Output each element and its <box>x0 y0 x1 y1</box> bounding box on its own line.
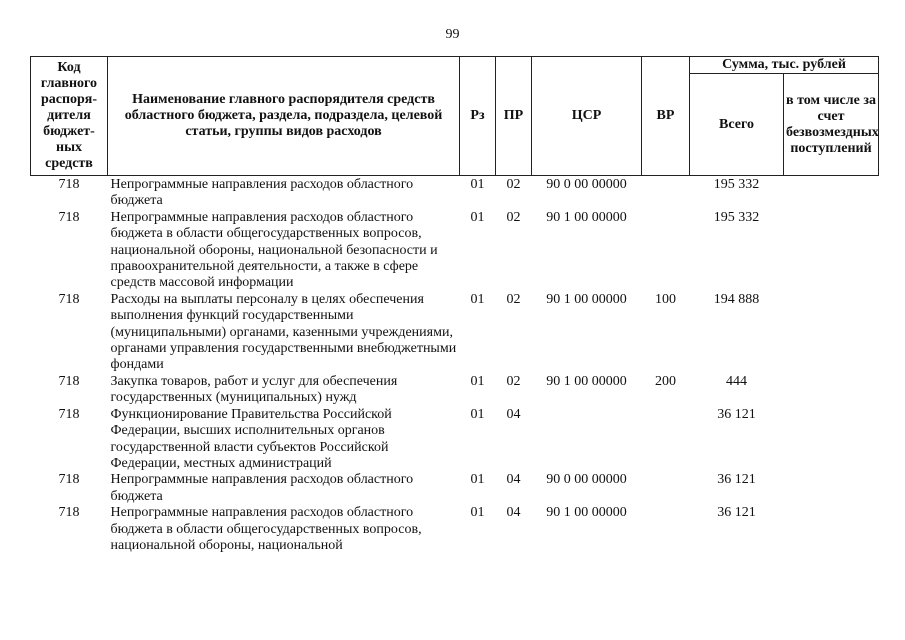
cell-total: 444 <box>726 373 747 389</box>
cell-free <box>784 176 879 210</box>
table-row <box>31 210 879 292</box>
cell-pr: 02 <box>506 177 521 192</box>
cell-csr: 90 1 00 00000 <box>546 505 627 521</box>
cell-rz: 01 <box>470 406 485 422</box>
cell-rz: 01 <box>470 505 485 521</box>
table-row <box>31 292 879 374</box>
cell-csr: 90 1 00 00000 <box>546 291 627 307</box>
cell-name: Непрограммные направления расходов областного бюджета в области общегосударственных вопросов, национальной обороны, национальной <box>110 505 422 553</box>
cell-code: 718 <box>58 291 80 307</box>
cell-rz: 01 <box>470 209 485 225</box>
cell-total: 195 332 <box>713 209 760 225</box>
cell-free <box>784 292 879 374</box>
header-name: Наименование главного распорядителя средств областного бюджета, раздела, подраздела, целевой статьи, группы видов расходов <box>108 57 460 176</box>
cell-free <box>784 505 879 554</box>
cell-code: 718 <box>58 505 80 521</box>
cell-code: 718 <box>58 472 80 488</box>
cell-free <box>784 472 879 505</box>
header-total: Всего <box>690 74 784 176</box>
table-row <box>31 407 879 473</box>
cell-name: Непрограммные направления расходов областного бюджета в области общегосударственных вопросов, национальной обороны, национальной безопасности и правоохранительной деятельности, а также в сфере средств массовой информации <box>110 209 438 291</box>
cell-free <box>784 407 879 473</box>
cell-csr: 90 1 00 00000 <box>546 373 627 389</box>
cell-name: Расходы на выплаты персоналу в целях обеспечения выполнения функций государственными (муниципальными) органами, казенными учреждениями, органами управления государственными внебюджетными фондами <box>110 291 457 373</box>
cell-pr: 04 <box>506 406 521 422</box>
cell-vr <box>642 472 690 505</box>
table-header <box>31 57 879 176</box>
cell-free <box>784 374 879 407</box>
page-number: 99 <box>445 27 460 42</box>
cell-pr: 02 <box>506 291 521 307</box>
table-row <box>31 176 879 210</box>
cell-csr <box>532 407 642 473</box>
cell-csr: 90 0 00 00000 <box>546 177 627 192</box>
header-code: Код главного распоря-дителя бюджет-ных средств <box>31 57 108 176</box>
cell-csr: 90 0 00 00000 <box>546 472 627 488</box>
cell-code: 718 <box>58 406 80 422</box>
header-pr: ПР <box>496 57 532 176</box>
cell-csr: 90 1 00 00000 <box>546 209 627 225</box>
cell-name: Непрограммные направления расходов областного бюджета <box>110 472 414 504</box>
table-row <box>31 505 879 554</box>
cell-name: Непрограммные направления расходов областного бюджета <box>110 177 414 209</box>
header-free: в том числе за счет безвозмездных поступлений <box>784 74 879 176</box>
cell-pr: 04 <box>506 505 521 521</box>
header-sum: Сумма, тыс. рублей <box>690 57 879 74</box>
cell-total: 194 888 <box>713 291 760 307</box>
cell-vr <box>642 505 690 554</box>
cell-vr <box>642 210 690 292</box>
cell-pr: 02 <box>506 209 521 225</box>
cell-vr: 200 <box>655 373 676 389</box>
cell-rz: 01 <box>470 472 485 488</box>
header-csr: ЦСР <box>532 57 642 176</box>
cell-total: 195 332 <box>713 177 760 192</box>
cell-pr: 04 <box>506 472 521 488</box>
cell-free <box>784 210 879 292</box>
cell-code: 718 <box>58 177 80 192</box>
cell-vr <box>642 407 690 473</box>
cell-total: 36 121 <box>717 472 756 488</box>
header-rz: Рз <box>460 57 496 176</box>
cell-rz: 01 <box>470 291 485 307</box>
cell-name: Функционирование Правительства Российской Федерации, высших исполнительных органов государственной власти субъектов Российской Федерации, местных администраций <box>110 406 392 471</box>
budget-table <box>30 56 879 554</box>
header-vr: ВР <box>642 57 690 176</box>
cell-vr <box>642 176 690 210</box>
table-body <box>31 176 879 555</box>
cell-name: Закупка товаров, работ и услуг для обеспечения государственных (муниципальных) нужд <box>110 373 398 406</box>
cell-rz: 01 <box>470 373 485 389</box>
cell-vr: 100 <box>655 291 676 307</box>
cell-code: 718 <box>58 209 80 225</box>
cell-code: 718 <box>58 373 80 389</box>
table-row <box>31 374 879 407</box>
table-row <box>31 472 879 505</box>
cell-pr: 02 <box>506 373 521 389</box>
cell-total: 36 121 <box>717 505 756 521</box>
cell-total: 36 121 <box>717 406 756 422</box>
cell-rz: 01 <box>470 177 485 192</box>
